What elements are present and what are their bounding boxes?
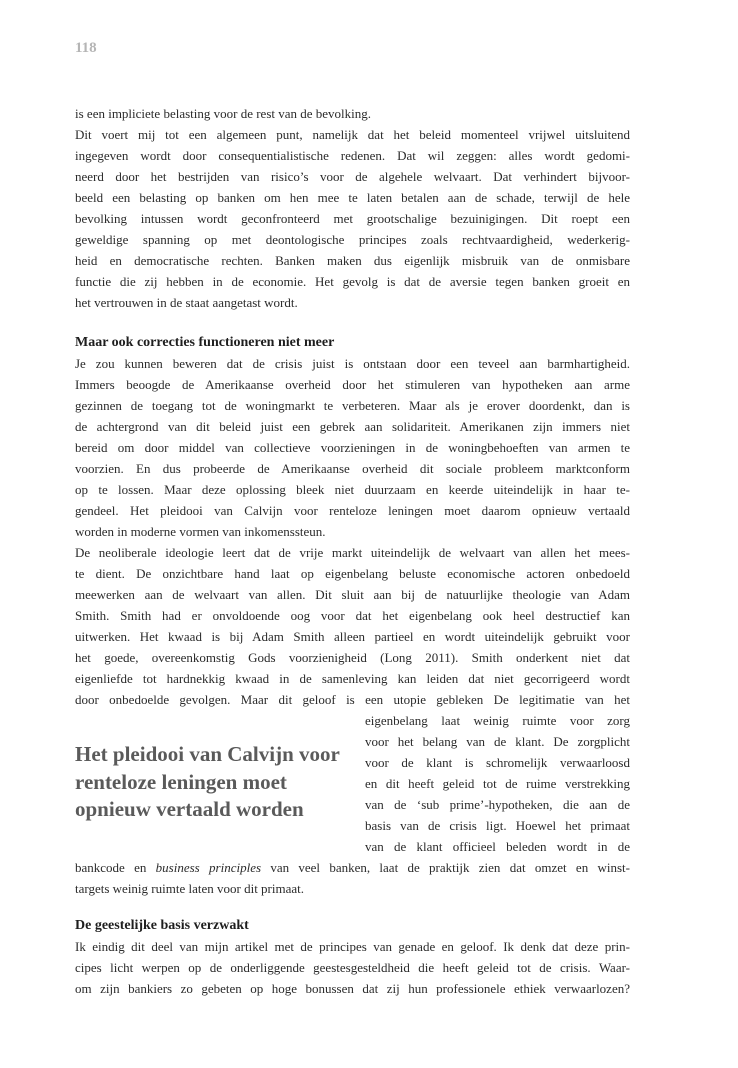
paragraph	[75, 353, 630, 542]
text-line: Ik eindig dit deel van mijn artikel met de principes van genade en geloof. Ik denk dat deze prin-	[75, 939, 630, 954]
text-line: voor de klant is schromelijk verwaarloosd	[365, 755, 630, 770]
text-line: te dient. De onzichtbare hand laat op eigenbelang beluste economische actoren onbedoeld	[75, 566, 630, 581]
section-heading: Maar ook correcties functioneren niet meer	[75, 335, 335, 350]
text-line: eigenbelang laat weinig ruimte voor zorg	[365, 713, 630, 728]
text-line: het vertrouwen in de staat aangetast wordt.	[75, 295, 298, 310]
text-line: ingegeven wordt door consequentialistische redenen. Dat wil zeggen: alles wordt gedomi-	[75, 148, 630, 163]
text-line: geweldige spanning op met deontologische principes zoals rechtvaardigheid, wederkerig-	[75, 232, 630, 247]
text-line: van de klant officieel beleden wordt in de	[365, 839, 630, 854]
text-line: cipes licht werpen op de onderliggende geestesgesteldheid die heeft geleid tot de crisis. Waar-	[75, 960, 630, 975]
text-line: Je zou kunnen beweren dat de crisis juist is ontstaan door een teveel aan barmhartigheid.	[75, 356, 630, 371]
pull-quote-line: Het pleidooi van Calvijn voor	[75, 742, 340, 766]
paragraph	[75, 124, 630, 313]
text-line: gezinnen de toegang tot de woningmarkt te verbeteren. Maar als je erover doordenkt, dan is	[75, 398, 630, 413]
page-number: 118	[75, 40, 97, 56]
text-line: neerd door het bestrijden van risico’s voor de algehele welvaart. Dat verhindert bijvoor-	[75, 169, 630, 184]
text-line: Dit voert mij tot een algemeen punt, namelijk dat het beleid momenteel vrijwel uitsluitend	[75, 127, 630, 142]
text-line: functie die zij hebben in de economie. Het gevolg is dat de aversie tegen banken groeit en	[75, 274, 630, 289]
text-segment: bankcode en	[75, 860, 156, 875]
section-heading: De geestelijke basis verzwakt	[75, 918, 249, 933]
text-line: uitwerken. Het kwaad is bij Adam Smith alleen partieel en wordt uiteindelijk gebruikt voor	[75, 629, 630, 644]
paragraph	[75, 542, 630, 899]
text-segment: van veel banken, laat de praktijk zien dat omzet en winst-	[261, 860, 630, 875]
body-text	[75, 103, 630, 999]
italic-term: business principles	[155, 860, 262, 875]
text-line	[75, 857, 630, 878]
text-line: Smith. Smith had er onvoldoende oog voor dat het eigenbelang ook heel destructief kan	[75, 608, 630, 623]
paragraph	[75, 103, 630, 124]
text-line: om zijn bankiers zo gebeten op hoge bonussen dat zij hun professionele ethiek verwaarlozen?	[75, 981, 630, 996]
text-line: De neoliberale ideologie leert dat de vrije markt uiteindelijk de welvaart van allen het mees-	[75, 545, 630, 560]
paragraph	[75, 936, 630, 999]
pull-quote-line: opnieuw vertaald worden	[75, 797, 304, 821]
text-line: Immers beoogde de Amerikaanse overheid door het stimuleren van hypotheken aan arme	[75, 377, 630, 392]
pull-quote-line: renteloze leningen moet	[75, 769, 287, 794]
text-line: voorzien. En dus probeerde de Amerikaanse overheid dit sociale probleem marktconform	[75, 461, 630, 476]
text-line: meewerken aan de welvaart van allen. Dit sluit aan bij de natuurlijke theologie van Adam	[75, 587, 630, 602]
text-line: eigenliefde tot hardnekkig kwaad in de samenleving kan leiden dat niet gecorrigeerd wordt	[75, 671, 630, 686]
text-line: targets weinig ruimte laten voor dit primaat.	[75, 881, 305, 896]
text-line: bevolking intussen wordt geconfronteerd met grootschalige bezuinigingen. Dit roept een	[75, 211, 630, 226]
text-line: worden in moderne vormen van inkomenssteun.	[75, 524, 326, 539]
text-line: is een impliciete belasting voor de rest van de bevolking.	[75, 106, 372, 121]
text-line: voor het belang van de klant. De zorgplicht	[365, 734, 630, 749]
text-line: de achtergrond van dit beleid juist een gebrek aan solidariteit. Amerikanen zijn immers niet	[75, 419, 630, 434]
text-line: op te lossen. Maar deze oplossing bleek niet duurzaam en keerde uiteindelijk in haar te-	[75, 482, 630, 497]
text-line: door onbedoelde gevolgen. Maar dit geloof is een utopie gebleken De legitimatie van het	[75, 692, 630, 707]
pull-quote	[75, 741, 355, 824]
text-line: en dit heeft geleid tot de ruime verstrekking	[365, 776, 630, 791]
text-line: basis van de crisis ligt. Hoewel het primaat	[365, 818, 630, 833]
text-line: beeld een belasting op banken om hen mee te laten betalen aan de schade, terwijl de hele	[75, 190, 630, 205]
text-line: heid en democratische rechten. Banken maken dus eigenlijk misbruik van de onmisbare	[75, 253, 630, 268]
text-line: het goede, overeenkomstig Gods voorzienigheid (Long 2011). Smith onderkent niet dat	[75, 650, 630, 665]
text-line: bereid om door middel van collectieve voorzieningen in de woningbehoeften van armen te	[75, 440, 630, 455]
text-line: gendeel. Het pleidooi van Calvijn voor renteloze leningen moet daarom opnieuw vertaald	[75, 503, 630, 518]
text-line: van de ‘sub prime’-hypotheken, die aan de	[365, 797, 630, 812]
